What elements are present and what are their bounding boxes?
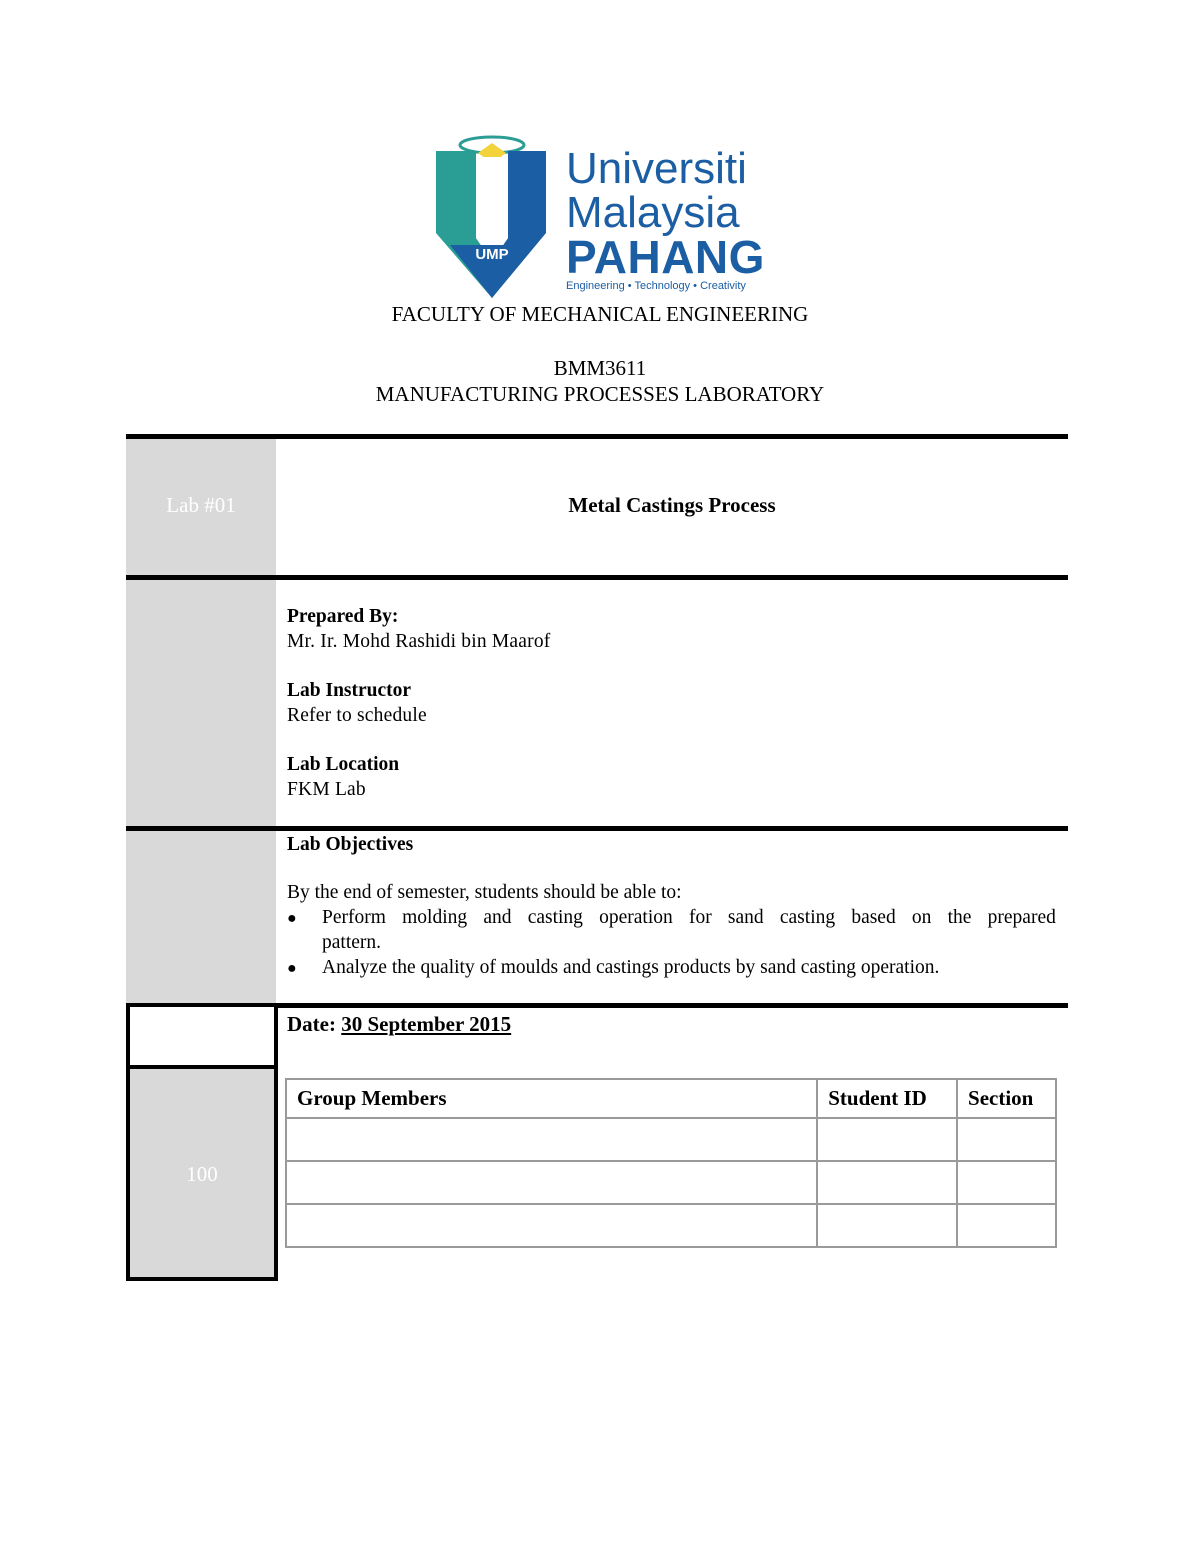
objective-item-2: Analyze the quality of moulds and castings products by sand casting operation. (322, 957, 940, 978)
divider (126, 434, 1068, 439)
table-row (286, 1204, 1056, 1247)
objective-word: for (688, 907, 712, 928)
objectives-label: Lab Objectives (287, 834, 414, 855)
bullet-icon: ● (287, 910, 297, 927)
objective-word: casting (779, 907, 836, 928)
divider (126, 575, 1068, 580)
instructor-value: Refer to schedule (287, 705, 427, 726)
logo-name-line1: Universiti (566, 144, 747, 193)
prepared-by-label: Prepared By: (287, 606, 399, 627)
header-section: Section (957, 1079, 1056, 1118)
student-id-cell[interactable] (817, 1118, 957, 1161)
header-group-members: Group Members (286, 1079, 817, 1118)
logo-tagline: Engineering • Technology • Creativity (566, 280, 746, 292)
svg-text:UMP: UMP (475, 246, 509, 263)
objective-word: Perform (322, 907, 386, 928)
objective-word: casting (527, 907, 583, 928)
logo-name-line2: Malaysia (566, 188, 740, 237)
group-members-table (285, 1078, 1057, 1248)
bullet-icon: ● (287, 960, 297, 977)
location-value: FKM Lab (287, 779, 366, 800)
prepared-by-value: Mr. Ir. Mohd Rashidi bin Maarof (287, 631, 551, 652)
lab-title: Metal Castings Process (568, 493, 776, 517)
header-student-id: Student ID (817, 1079, 957, 1118)
location-label: Lab Location (287, 754, 400, 775)
course-code: BMM3611 (553, 356, 647, 380)
divider (126, 826, 1068, 831)
member-name-cell[interactable] (286, 1118, 817, 1161)
student-id-cell[interactable] (817, 1161, 957, 1204)
objective-word: the (947, 907, 972, 928)
gray-cell-info (126, 580, 276, 826)
blank-box (126, 1003, 278, 1069)
section-cell[interactable] (957, 1118, 1056, 1161)
date-label: Date: (287, 1012, 336, 1036)
date-value: 30 September 2015 (341, 1012, 512, 1036)
student-id-cell[interactable] (817, 1204, 957, 1247)
objective-word: based (851, 907, 896, 928)
objective-word: molding (402, 907, 468, 928)
table-row (286, 1118, 1056, 1161)
member-name-cell[interactable] (286, 1161, 817, 1204)
objective-item-1-line1 (322, 907, 1056, 929)
member-name-cell[interactable] (286, 1204, 817, 1247)
table-row (286, 1161, 1056, 1204)
logo-name-line3: PAHANG (566, 231, 765, 283)
table-header-row (286, 1079, 1056, 1118)
objective-item-1-line2: pattern. (322, 932, 382, 953)
objectives-intro: By the end of semester, students should be able to: (287, 882, 682, 903)
lab-number: Lab #01 (166, 493, 236, 517)
objective-word: prepared (987, 907, 1056, 928)
instructor-label: Lab Instructor (287, 680, 412, 701)
section-cell[interactable] (957, 1161, 1056, 1204)
date-line (287, 1012, 511, 1037)
objective-word: on (911, 907, 932, 928)
score-value: 100 (186, 1162, 218, 1186)
faculty-heading: FACULTY OF MECHANICAL ENGINEERING (391, 302, 809, 326)
university-logo (436, 133, 776, 298)
ump-emblem-icon (436, 133, 548, 298)
objective-word: operation (599, 907, 673, 928)
objective-word: and (483, 907, 512, 928)
gray-cell-objectives (126, 831, 276, 1004)
section-cell[interactable] (957, 1204, 1056, 1247)
course-name: MANUFACTURING PROCESSES LABORATORY (375, 382, 825, 406)
objective-word: sand (727, 907, 764, 928)
